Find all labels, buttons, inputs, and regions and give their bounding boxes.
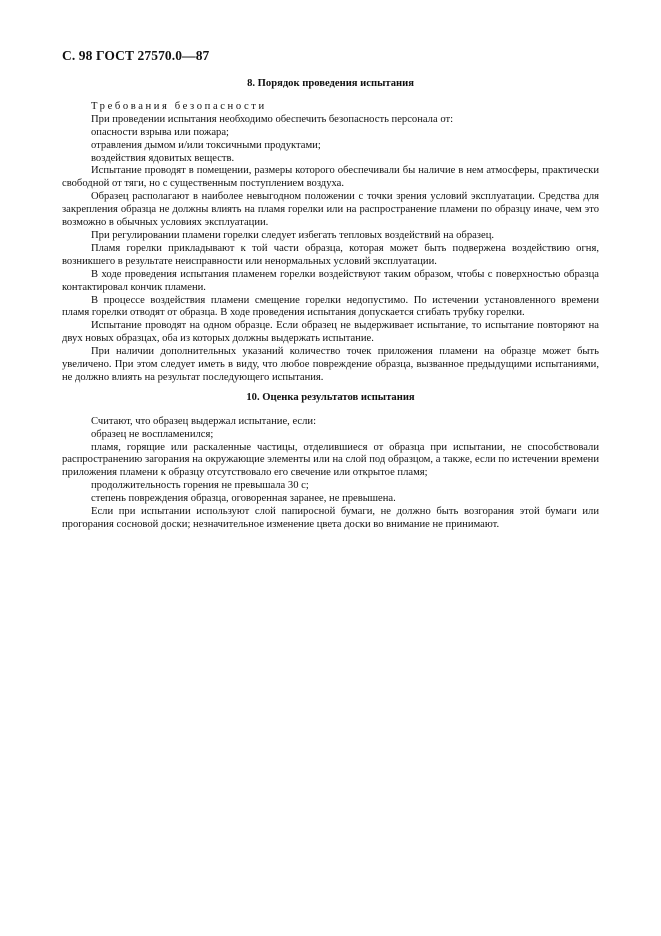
section-10-title: 10. Оценка результатов испытания (246, 391, 415, 403)
paragraph: При проведении испытания необходимо обеспечить безопасность персонала от: (91, 113, 454, 125)
paragraph: Если при испытании используют слой папиросной бумаги, не должно быть возгорания этой бумаги или прогорания сосновой доски; незначительное изменение цвета доски во внимание не принимают. (62, 506, 599, 530)
paragraph: степень повреждения образца, оговоренная заранее, не превышена. (91, 493, 396, 505)
page-content (62, 78, 599, 532)
paragraph: продолжительность горения не превышала 30 с; (91, 480, 309, 492)
paragraph: Считают, что образец выдержал испытание, если: (91, 415, 317, 427)
paragraph: Испытание проводят в помещении, размеры которого обеспечивали бы наличие в нем атмосферы, практически свободной от тяги, но с существенным поступлением воздуха. (62, 165, 599, 190)
paragraph: При наличии дополнительных указаний количество точек приложения пламени на образце может быть увеличено. При этом следует иметь в виду, что любое повреждение образца, вызванное предыдущими испытаниями, не должно влиять на результат последующего испытания. (62, 346, 599, 383)
page-header: С. 98 ГОСТ 27570.0—87 (62, 48, 210, 63)
section-8-title: 8. Порядок проведения испытания (247, 78, 414, 89)
paragraph: В ходе проведения испытания пламенем горелки воздействуют таким образом, чтобы с поверхностью образца контактировал кончик пламени. (62, 268, 599, 293)
safety-requirements-heading: Требования безопасности (91, 100, 267, 112)
paragraph: Испытание проводят на одном образце. Если образец не выдерживает испытание, то испытание повторяют на двух новых образцах, оба из которых должны выдержать испытание. (62, 320, 599, 345)
paragraph: отравления дымом и/или токсичными продуктами; (91, 139, 321, 151)
paragraph: образец не воспламенился; (91, 428, 214, 440)
paragraph: В процессе воздействия пламени смещение горелки недопустимо. По истечении установленного времени пламя горелки отводят от образца. В ходе проведения испытания допускается сгибать трубку горелки. (62, 294, 599, 319)
paragraph: опасности взрыва или пожара; (91, 126, 230, 138)
paragraph: пламя, горящие или раскаленные частицы, отделившиеся от образца при испытании, не способствовали распространению загорания на окружающие элементы или на слой под образцом, а также, если по истечении времени приложения пламени к образцу отсутствовало его свечение или открытое пламя; (62, 441, 599, 479)
paragraph: воздействия ядовитых веществ. (91, 152, 235, 164)
paragraph: При регулировании пламени горелки следует избегать тепловых воздействий на образец. (91, 229, 495, 241)
paragraph: Образец располагают в наиболее невыгодном положении с точки зрения условий эксплуатации. Средства для закрепления образца не должны влиять на пламя горелки или на распространение пламени по образцу иначе, чем это возможно в обычных условиях эксплуатации. (62, 191, 599, 229)
paragraph: Пламя горелки прикладывают к той части образца, которая может быть подвержена воздействию огня, возникшего в результате неисправности или ненормальных условий эксплуатации. (62, 242, 599, 267)
